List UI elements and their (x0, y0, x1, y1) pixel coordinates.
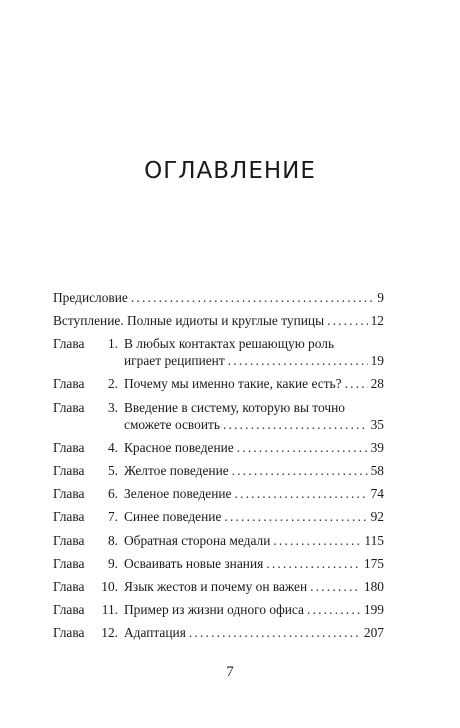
chapter-label: Глава (53, 486, 85, 502)
chapter-title-line: играет реципиент (124, 353, 225, 369)
leader-dots (327, 312, 368, 329)
chapter-number: 9. (107, 555, 118, 571)
leader-dots (224, 508, 367, 525)
chapter-number: 6. (107, 486, 118, 502)
chapter-label: Глава (53, 532, 85, 548)
chapter-number: 5. (107, 462, 118, 478)
toc-entry-chapter-5 (53, 462, 384, 479)
chapter-number: 12. (101, 625, 118, 641)
table-of-contents (53, 289, 384, 641)
chapter-page: 175 (363, 555, 384, 571)
toc-entry-chapter-8 (53, 532, 384, 549)
page-number: 7 (226, 664, 234, 680)
toc-entry-chapter-11 (53, 601, 384, 618)
chapter-page: 115 (364, 532, 384, 548)
chapter-page: 92 (370, 509, 384, 525)
chapter-number: 10. (101, 578, 118, 594)
leader-dots (345, 375, 368, 392)
chapter-title-line: Адаптация (124, 625, 186, 641)
toc-entry-chapter-1 (53, 335, 384, 369)
chapter-label: Глава (53, 602, 85, 618)
leader-dots (307, 601, 361, 618)
chapter-page: 180 (363, 578, 384, 594)
chapter-number: 11. (101, 602, 118, 618)
chapter-number: 7. (107, 509, 118, 525)
chapter-label: Глава (53, 509, 85, 525)
toc-entry-chapter-2 (53, 375, 384, 392)
leader-dots (310, 578, 361, 595)
chapter-number: 8. (107, 532, 118, 548)
chapter-label: Глава (53, 555, 85, 571)
chapter-title-line: Синее поведение (124, 509, 222, 525)
toc-entry-text: Предисловие (53, 290, 128, 305)
chapter-title-line: Почему мы именно такие, какие есть? (124, 376, 342, 392)
page-title: ОГЛАВЛЕНИЕ (144, 158, 316, 184)
chapter-title-line: Желтое поведение (124, 462, 229, 478)
chapter-label: Глава (53, 399, 85, 415)
chapter-title-line: сможете освоить (124, 416, 220, 432)
chapter-title-line: Обратная сторона медали (124, 532, 271, 548)
toc-entry-chapter-10 (53, 578, 384, 595)
leader-dots (266, 555, 361, 572)
chapter-title-line: Пример из жизни одного офиса (124, 602, 304, 618)
toc-entry-chapter-7 (53, 508, 384, 525)
toc-entry-text: Вступление. Полные идиоты и круглые тупицы (53, 313, 325, 328)
chapter-page: 28 (370, 376, 384, 392)
chapter-label: Глава (53, 439, 85, 455)
chapter-page: 39 (370, 439, 384, 455)
chapter-label: Глава (53, 462, 85, 478)
chapter-title-line: Красное поведение (124, 439, 234, 455)
toc-entry-chapter-6 (53, 485, 384, 502)
chapter-title-line: Язык жестов и почему он важен (124, 578, 308, 594)
chapter-number: 1. (107, 336, 118, 352)
chapter-number: 3. (107, 399, 118, 415)
toc-entry-chapter-9 (53, 555, 384, 572)
chapter-title-line: Введение в систему, которую вы точно (124, 399, 345, 415)
toc-entry-intro (53, 312, 384, 329)
chapter-page: 207 (363, 625, 384, 641)
toc-entry-preface (53, 289, 384, 306)
chapter-page: 19 (370, 353, 384, 369)
toc-entry-chapter-12 (53, 624, 384, 641)
leader-dots (228, 352, 368, 369)
chapter-title-line: В любых контактах решающую роль (124, 336, 335, 352)
chapter-page: 58 (370, 462, 384, 478)
chapter-label: Глава (53, 336, 85, 352)
chapter-number: 2. (107, 376, 118, 392)
chapter-number: 4. (107, 439, 118, 455)
toc-entry-page: 9 (377, 290, 384, 305)
chapter-label: Глава (53, 625, 85, 641)
toc-entry-page: 12 (370, 313, 384, 328)
leader-dots (131, 289, 374, 306)
chapter-page: 74 (370, 486, 384, 502)
chapter-label: Глава (53, 376, 85, 392)
toc-entry-chapter-3 (53, 399, 384, 433)
toc-entry-chapter-4 (53, 439, 384, 456)
leader-dots (223, 416, 368, 433)
chapter-title-line: Осваивать новые знания (124, 555, 264, 571)
chapter-title-line: Зеленое поведение (124, 486, 232, 502)
chapter-label: Глава (53, 578, 85, 594)
leader-dots (273, 532, 361, 549)
leader-dots (237, 439, 368, 456)
leader-dots (235, 485, 368, 502)
chapter-page: 35 (370, 416, 384, 432)
chapter-list (53, 335, 384, 641)
leader-dots (189, 624, 361, 641)
chapter-page: 199 (363, 602, 384, 618)
leader-dots (232, 462, 368, 479)
